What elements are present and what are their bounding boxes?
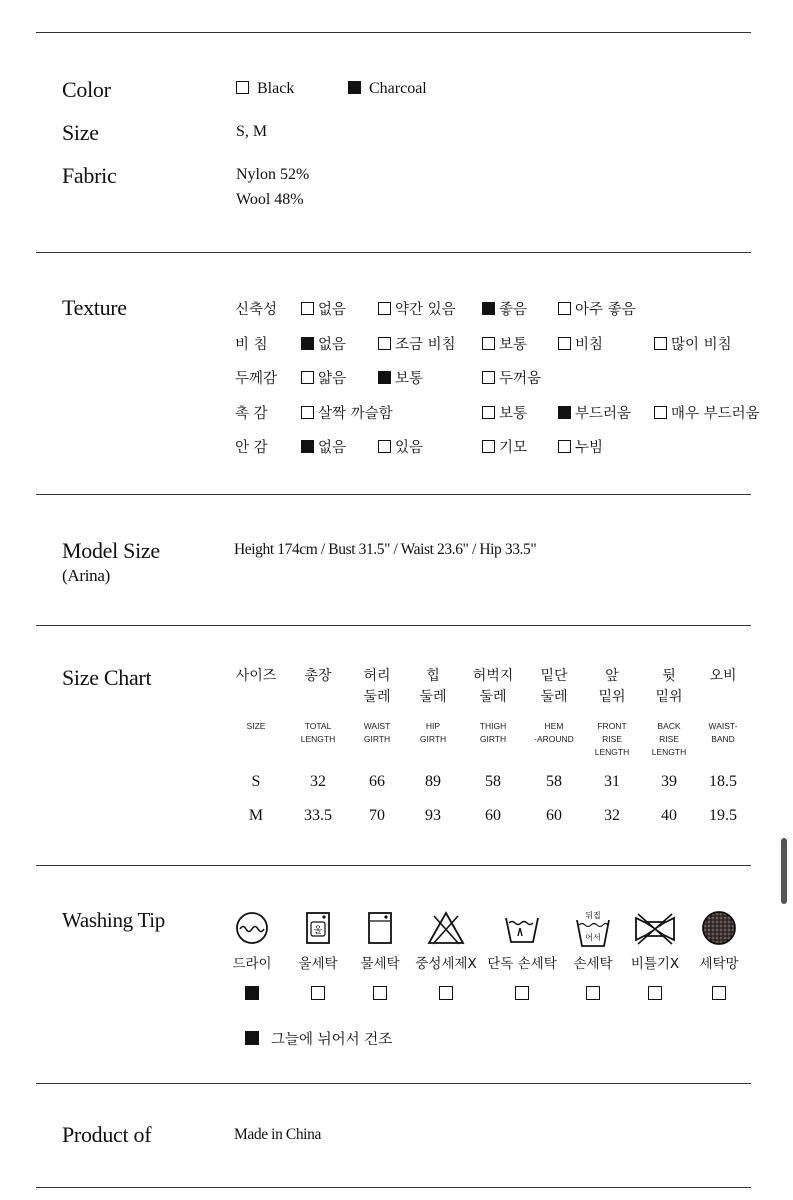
no-bleach-icon [426, 910, 466, 946]
texture-option: 없음 [301, 333, 346, 354]
col-kr: 힙 [426, 668, 440, 684]
checkbox [482, 440, 495, 453]
table-cell: 32 [604, 807, 620, 824]
checkbox [311, 986, 325, 1000]
texture-option: 보통 [378, 367, 423, 388]
col-en: GIRTH [419, 734, 447, 744]
checkbox-checked [301, 440, 314, 453]
checkbox [654, 337, 667, 350]
col-en: TOTAL [304, 721, 332, 731]
inside-out-wash-icon [574, 910, 612, 950]
checkbox [482, 406, 495, 419]
col-en: HEM [544, 721, 564, 731]
col-en: RISE [659, 734, 679, 744]
col-en: GIRTH [363, 734, 391, 744]
table-cell: 58 [546, 773, 562, 790]
table-cell: 60 [546, 807, 562, 824]
col-en: WAIST [363, 721, 391, 731]
checkbox [301, 302, 314, 315]
texture-option: 두꺼움 [482, 367, 541, 388]
checkbox [482, 371, 495, 384]
col-kr: 둘레 [363, 689, 391, 705]
size-value: S, M [236, 123, 268, 140]
texture-row-label: 비 침 [235, 337, 268, 353]
col-en: HIP [425, 721, 441, 731]
product-of-heading: Product of [62, 1122, 152, 1147]
col-kr: 둘레 [419, 689, 447, 705]
wash-item-no-wring [619, 910, 691, 1004]
checkbox [654, 406, 667, 419]
divider [36, 865, 751, 866]
divider [36, 1083, 751, 1084]
col-en: FRONT [597, 721, 627, 731]
wash-label: 중성세제X [415, 956, 477, 972]
divider [36, 1187, 751, 1188]
checkbox [301, 371, 314, 384]
checkbox [301, 406, 314, 419]
table-cell: 66 [369, 773, 385, 790]
checkbox [378, 337, 391, 350]
col-kr: 뒷 [662, 668, 676, 684]
col-en: WAIST- [708, 721, 738, 731]
size-chart-col-hip [403, 666, 463, 746]
col-en: LENGTH [594, 747, 630, 757]
checkbox [558, 337, 571, 350]
texture-option: 좋음 [482, 298, 527, 319]
wash-label: 세탁망 [699, 956, 739, 972]
size-chart-col-back-rise [639, 666, 699, 759]
size-chart-col-size [226, 666, 286, 733]
texture-row-label: 안 감 [235, 440, 268, 456]
texture-option: 기모 [482, 436, 527, 457]
table-cell: S [251, 773, 261, 790]
laundry-net-icon [700, 910, 738, 946]
size-chart-heading: Size Chart [62, 665, 152, 690]
checkbox-checked [378, 371, 391, 384]
col-kr: 사이즈 [235, 668, 277, 684]
texture-heading: Texture [62, 295, 127, 320]
table-cell: 40 [661, 807, 677, 824]
checkbox [515, 986, 529, 1000]
wash-label: 드라이 [232, 956, 272, 972]
color-option-charcoal: Charcoal [348, 80, 427, 98]
checkbox [439, 986, 453, 1000]
wash-label: 단독 손세탁 [487, 956, 557, 972]
texture-option: 얇음 [301, 367, 346, 388]
col-en: GIRTH [479, 734, 507, 744]
checkbox [378, 302, 391, 315]
model-size-heading: Model Size [62, 538, 160, 563]
checkbox [586, 986, 600, 1000]
size-heading: Size [62, 120, 99, 145]
washing-tip-heading: Washing Tip [62, 908, 165, 932]
checkbox-checked [558, 406, 571, 419]
table-cell: 89 [425, 773, 441, 790]
size-chart-col-hem [524, 666, 584, 746]
table-cell: 32 [310, 773, 326, 790]
table-cell: 70 [369, 807, 385, 824]
col-kr: 허벅지 [472, 668, 514, 684]
wash-item-laundry-net [683, 910, 755, 1004]
checkbox-checked [245, 986, 259, 1000]
texture-option: 있음 [378, 436, 423, 457]
wash-item-no-neutral-detergent [410, 910, 482, 1004]
col-en: LENGTH [300, 734, 336, 744]
product-origin: Made in China [234, 1126, 321, 1143]
checkbox-checked [482, 302, 495, 315]
col-en: BAND [711, 734, 735, 744]
wool-wash-icon [300, 910, 336, 946]
checkbox-black [236, 81, 249, 94]
size-chart-col-front-rise [582, 666, 642, 759]
divider [36, 32, 751, 33]
texture-option: 조금 비침 [378, 333, 456, 354]
table-cell: 39 [661, 773, 677, 790]
size-chart-col-total-length [288, 666, 348, 746]
size-chart-col-thigh [463, 666, 523, 746]
texture-option: 없음 [301, 436, 346, 457]
texture-option: 부드러움 [558, 402, 631, 423]
col-kr: 둘레 [540, 689, 568, 705]
dry-clean-icon [234, 910, 270, 946]
table-cell: 31 [604, 773, 620, 790]
texture-option: 누빔 [558, 436, 603, 457]
texture-option: 많이 비침 [654, 333, 732, 354]
checkbox [558, 302, 571, 315]
wash-label: 비틀기X [630, 956, 680, 972]
texture-option: 없음 [301, 298, 346, 319]
divider [36, 252, 751, 253]
wash-label: 울세탁 [298, 956, 338, 972]
checkbox [648, 986, 662, 1000]
texture-option: 약간 있음 [378, 298, 456, 319]
inside-out-text-1: 뒤집 [585, 911, 601, 920]
table-cell: 58 [485, 773, 501, 790]
table-cell: 18.5 [709, 773, 737, 790]
col-kr: 둘레 [479, 689, 507, 705]
wash-label: 손세탁 [573, 956, 613, 972]
col-kr: 허리 [363, 668, 391, 684]
checkbox [373, 986, 387, 1000]
checkbox-checked [245, 1031, 259, 1045]
texture-option: 아주 좋음 [558, 298, 636, 319]
texture-option: 매우 부드러움 [654, 402, 760, 423]
col-kr: 앞 [605, 668, 619, 684]
col-en: -AROUND [534, 734, 574, 744]
checkbox [378, 440, 391, 453]
size-chart-col-waistband [693, 666, 753, 746]
wash-item-dry [216, 910, 288, 1004]
col-kr: 밑단 [540, 668, 568, 684]
dry-in-shade-note [245, 1028, 392, 1049]
texture-option: 보통 [482, 402, 527, 423]
fabric-line-1: Nylon 52% [236, 166, 310, 183]
dry-in-shade-text: 그늘에 뉘어서 건조 [271, 1032, 393, 1048]
size-chart-col-waist [347, 666, 407, 746]
wash-item-water [344, 910, 416, 1004]
fabric-line-2: Wool 48% [236, 191, 304, 208]
color-heading: Color [62, 77, 111, 102]
machine-wash-icon [362, 910, 398, 946]
checkbox [482, 337, 495, 350]
wash-label: 물세탁 [360, 956, 400, 972]
scrollbar[interactable] [781, 838, 787, 904]
table-cell: M [248, 807, 264, 824]
table-cell: 93 [425, 807, 441, 824]
divider [36, 625, 751, 626]
checkbox [558, 440, 571, 453]
model-measurements: Height 174cm / Bust 31.5" / Waist 23.6" / Hip 33.5" [234, 541, 537, 558]
checkbox-checked [301, 337, 314, 350]
divider [36, 494, 751, 495]
table-cell: 19.5 [709, 807, 737, 824]
texture-row-label: 신축성 [235, 302, 278, 318]
fabric-heading: Fabric [62, 163, 117, 188]
checkbox [712, 986, 726, 1000]
table-cell: 33.5 [304, 807, 332, 824]
col-en: BACK [657, 721, 681, 731]
model-name: (Arina) [62, 566, 110, 585]
wool-icon-text: 울 [313, 926, 323, 936]
inside-out-text-2: 어서 [585, 933, 601, 942]
col-en: RISE [602, 734, 622, 744]
col-kr: 밑위 [655, 689, 683, 705]
texture-row-label: 두께감 [235, 371, 278, 387]
col-en: SIZE [246, 721, 266, 731]
texture-option: 보통 [482, 333, 527, 354]
checkbox-charcoal [348, 81, 361, 94]
table-cell: 60 [485, 807, 501, 824]
texture-option: 살짝 까슬함 [301, 402, 393, 423]
col-kr: 총장 [304, 668, 332, 684]
color-option-black: Black [236, 80, 294, 98]
texture-row-label: 촉 감 [235, 406, 268, 422]
wash-item-hand-wash-alone [486, 910, 558, 1004]
no-wring-icon [632, 910, 678, 946]
hand-wash-icon [503, 910, 541, 946]
col-en: LENGTH [651, 747, 687, 757]
col-kr: 오비 [709, 668, 737, 684]
texture-option: 비침 [558, 333, 603, 354]
col-en: THIGH [479, 721, 507, 731]
col-kr: 밑위 [598, 689, 626, 705]
